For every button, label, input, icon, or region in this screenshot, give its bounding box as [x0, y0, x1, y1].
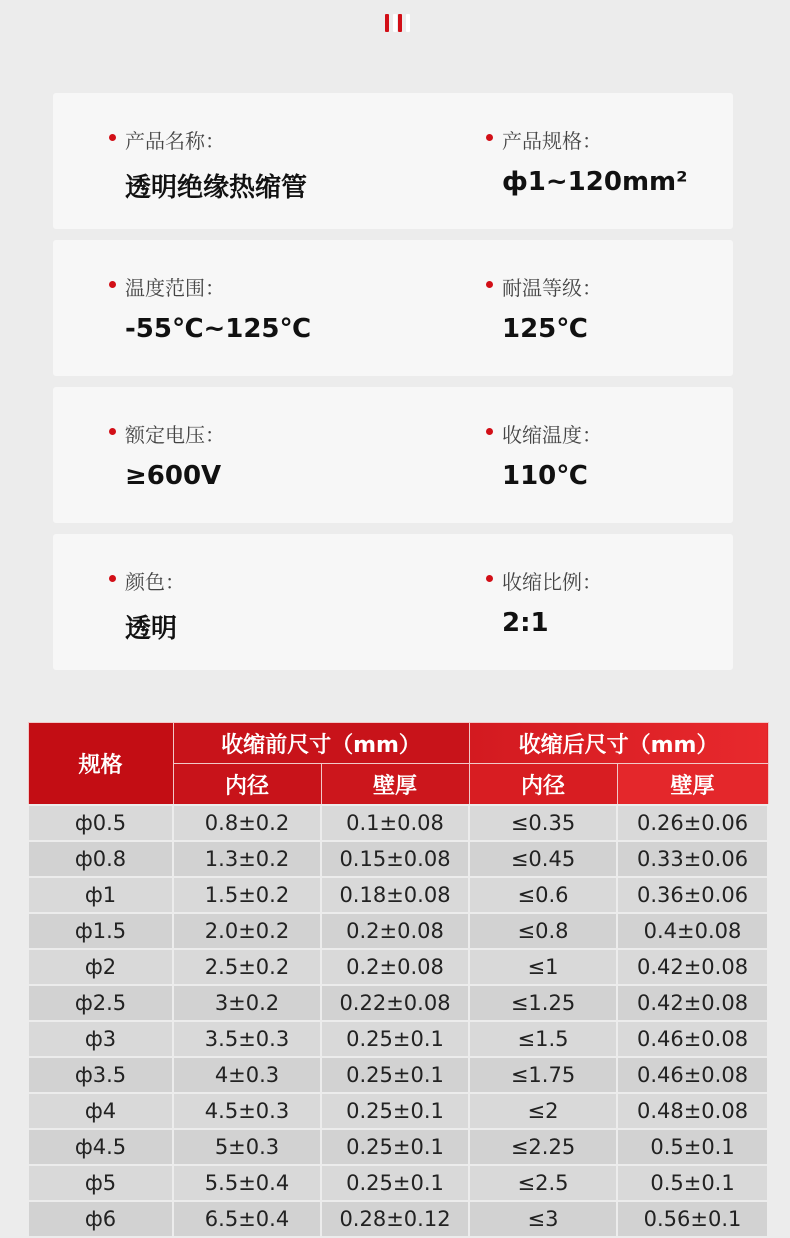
before-wall-cell: 0.1±0.08: [321, 805, 469, 841]
before-inner-cell: 3.5±0.3: [173, 1021, 321, 1057]
field-label: 产品规格：: [502, 129, 602, 153]
before-inner-cell: 3±0.2: [173, 985, 321, 1021]
after-wall-cell: 0.56±0.1: [617, 1201, 768, 1237]
spec-cell: ф0.8: [28, 841, 173, 877]
after-wall-cell: 0.26±0.06: [617, 805, 768, 841]
table-row: [28, 985, 768, 1021]
after-inner-cell: ≤2: [469, 1093, 617, 1129]
spec-cell: ф3.5: [28, 1057, 173, 1093]
after-inner-cell: ≤3: [469, 1201, 617, 1237]
after-wall-cell: 0.46±0.08: [617, 1021, 768, 1057]
field-label: 温度范围：: [125, 276, 225, 300]
after-inner-cell: ≤1.75: [469, 1057, 617, 1093]
spec-cell: ф0.5: [28, 805, 173, 841]
after-inner-cell: ≤1.5: [469, 1021, 617, 1057]
table-row: [28, 949, 768, 985]
field-value: 125℃: [502, 314, 588, 344]
before-inner-cell: 5.5±0.4: [173, 1165, 321, 1201]
before-inner-cell: 4±0.3: [173, 1057, 321, 1093]
after-inner-cell: ≤0.8: [469, 913, 617, 949]
after-wall-cell: 0.5±0.1: [617, 1165, 768, 1201]
info-card: [53, 534, 733, 670]
after-inner-cell: ≤2.25: [469, 1129, 617, 1165]
info-card: [53, 387, 733, 523]
after-wall-cell: 0.46±0.08: [617, 1057, 768, 1093]
bullet-dot-icon: [109, 134, 116, 141]
before-wall-cell: 0.18±0.08: [321, 877, 469, 913]
field-label: 收缩比例：: [502, 570, 602, 594]
field-value: -55℃~125℃: [125, 314, 311, 344]
before-inner-cell: 5±0.3: [173, 1129, 321, 1165]
field-label: 耐温等级：: [502, 276, 602, 300]
before-wall-cell: 0.25±0.1: [321, 1165, 469, 1201]
header-spec: 规格: [28, 723, 173, 806]
before-wall-cell: 0.22±0.08: [321, 985, 469, 1021]
spec-cell: ф4: [28, 1093, 173, 1129]
before-inner-cell: 6.5±0.4: [173, 1201, 321, 1237]
field-label: 颜色：: [125, 570, 185, 594]
info-card: [53, 240, 733, 376]
header-after-shrink: 收缩后尺寸（mm）: [469, 723, 768, 764]
spec-cell: ф1: [28, 877, 173, 913]
after-wall-cell: 0.36±0.06: [617, 877, 768, 913]
spec-cell: ф2: [28, 949, 173, 985]
spec-cell: ф1.5: [28, 913, 173, 949]
field-value: 透明绝缘热缩管: [125, 173, 308, 203]
field-value: 透明: [125, 614, 178, 644]
table-row: [28, 877, 768, 913]
info-card: [53, 93, 733, 229]
table-row: [28, 1093, 768, 1129]
before-wall-cell: 0.2±0.08: [321, 913, 469, 949]
table-row: [28, 1129, 768, 1165]
table-row: [28, 913, 768, 949]
field-label: 产品名称：: [125, 129, 225, 153]
table-row: [28, 841, 768, 877]
bullet-dot-icon: [109, 428, 116, 435]
header-after-wall: 壁厚: [617, 764, 768, 806]
before-wall-cell: 0.25±0.1: [321, 1021, 469, 1057]
bullet-dot-icon: [486, 575, 493, 582]
after-inner-cell: ≤1: [469, 949, 617, 985]
after-inner-cell: ≤0.35: [469, 805, 617, 841]
before-inner-cell: 2.5±0.2: [173, 949, 321, 985]
field-label: 额定电压：: [125, 423, 225, 447]
after-wall-cell: 0.42±0.08: [617, 949, 768, 985]
table-row: [28, 1057, 768, 1093]
table-row: [28, 1021, 768, 1057]
before-wall-cell: 0.2±0.08: [321, 949, 469, 985]
field-value: ф1~120mm²: [502, 167, 688, 197]
bullet-dot-icon: [109, 575, 116, 582]
bullet-dot-icon: [109, 281, 116, 288]
before-wall-cell: 0.25±0.1: [321, 1129, 469, 1165]
field-value: 2:1: [502, 608, 549, 638]
spec-cell: ф4.5: [28, 1129, 173, 1165]
field-label: 收缩温度：: [502, 423, 602, 447]
after-wall-cell: 0.4±0.08: [617, 913, 768, 949]
spec-table: [27, 722, 769, 1238]
table-row: [28, 1165, 768, 1201]
header-before-shrink: 收缩前尺寸（mm）: [173, 723, 469, 764]
table-row: [28, 805, 768, 841]
after-wall-cell: 0.33±0.06: [617, 841, 768, 877]
bullet-dot-icon: [486, 134, 493, 141]
field-value: ≥600V: [125, 461, 222, 491]
after-inner-cell: ≤0.6: [469, 877, 617, 913]
bullet-dot-icon: [486, 281, 493, 288]
after-wall-cell: 0.48±0.08: [617, 1093, 768, 1129]
header-before-wall: 壁厚: [321, 764, 469, 806]
before-wall-cell: 0.15±0.08: [321, 841, 469, 877]
header-before-inner: 内径: [173, 764, 321, 806]
spec-cell: ф5: [28, 1165, 173, 1201]
before-inner-cell: 4.5±0.3: [173, 1093, 321, 1129]
after-wall-cell: 0.42±0.08: [617, 985, 768, 1021]
before-inner-cell: 1.5±0.2: [173, 877, 321, 913]
before-inner-cell: 0.8±0.2: [173, 805, 321, 841]
before-inner-cell: 1.3±0.2: [173, 841, 321, 877]
before-wall-cell: 0.25±0.1: [321, 1057, 469, 1093]
bullet-dot-icon: [486, 428, 493, 435]
before-inner-cell: 2.0±0.2: [173, 913, 321, 949]
spec-cell: ф6: [28, 1201, 173, 1237]
field-value: 110℃: [502, 461, 588, 491]
after-wall-cell: 0.5±0.1: [617, 1129, 768, 1165]
after-inner-cell: ≤2.5: [469, 1165, 617, 1201]
spec-cell: ф3: [28, 1021, 173, 1057]
before-wall-cell: 0.28±0.12: [321, 1201, 469, 1237]
after-inner-cell: ≤1.25: [469, 985, 617, 1021]
before-wall-cell: 0.25±0.1: [321, 1093, 469, 1129]
header-after-inner: 内径: [469, 764, 617, 806]
after-inner-cell: ≤0.45: [469, 841, 617, 877]
top-decoration: [385, 14, 415, 34]
spec-cell: ф2.5: [28, 985, 173, 1021]
table-row: [28, 1201, 768, 1237]
